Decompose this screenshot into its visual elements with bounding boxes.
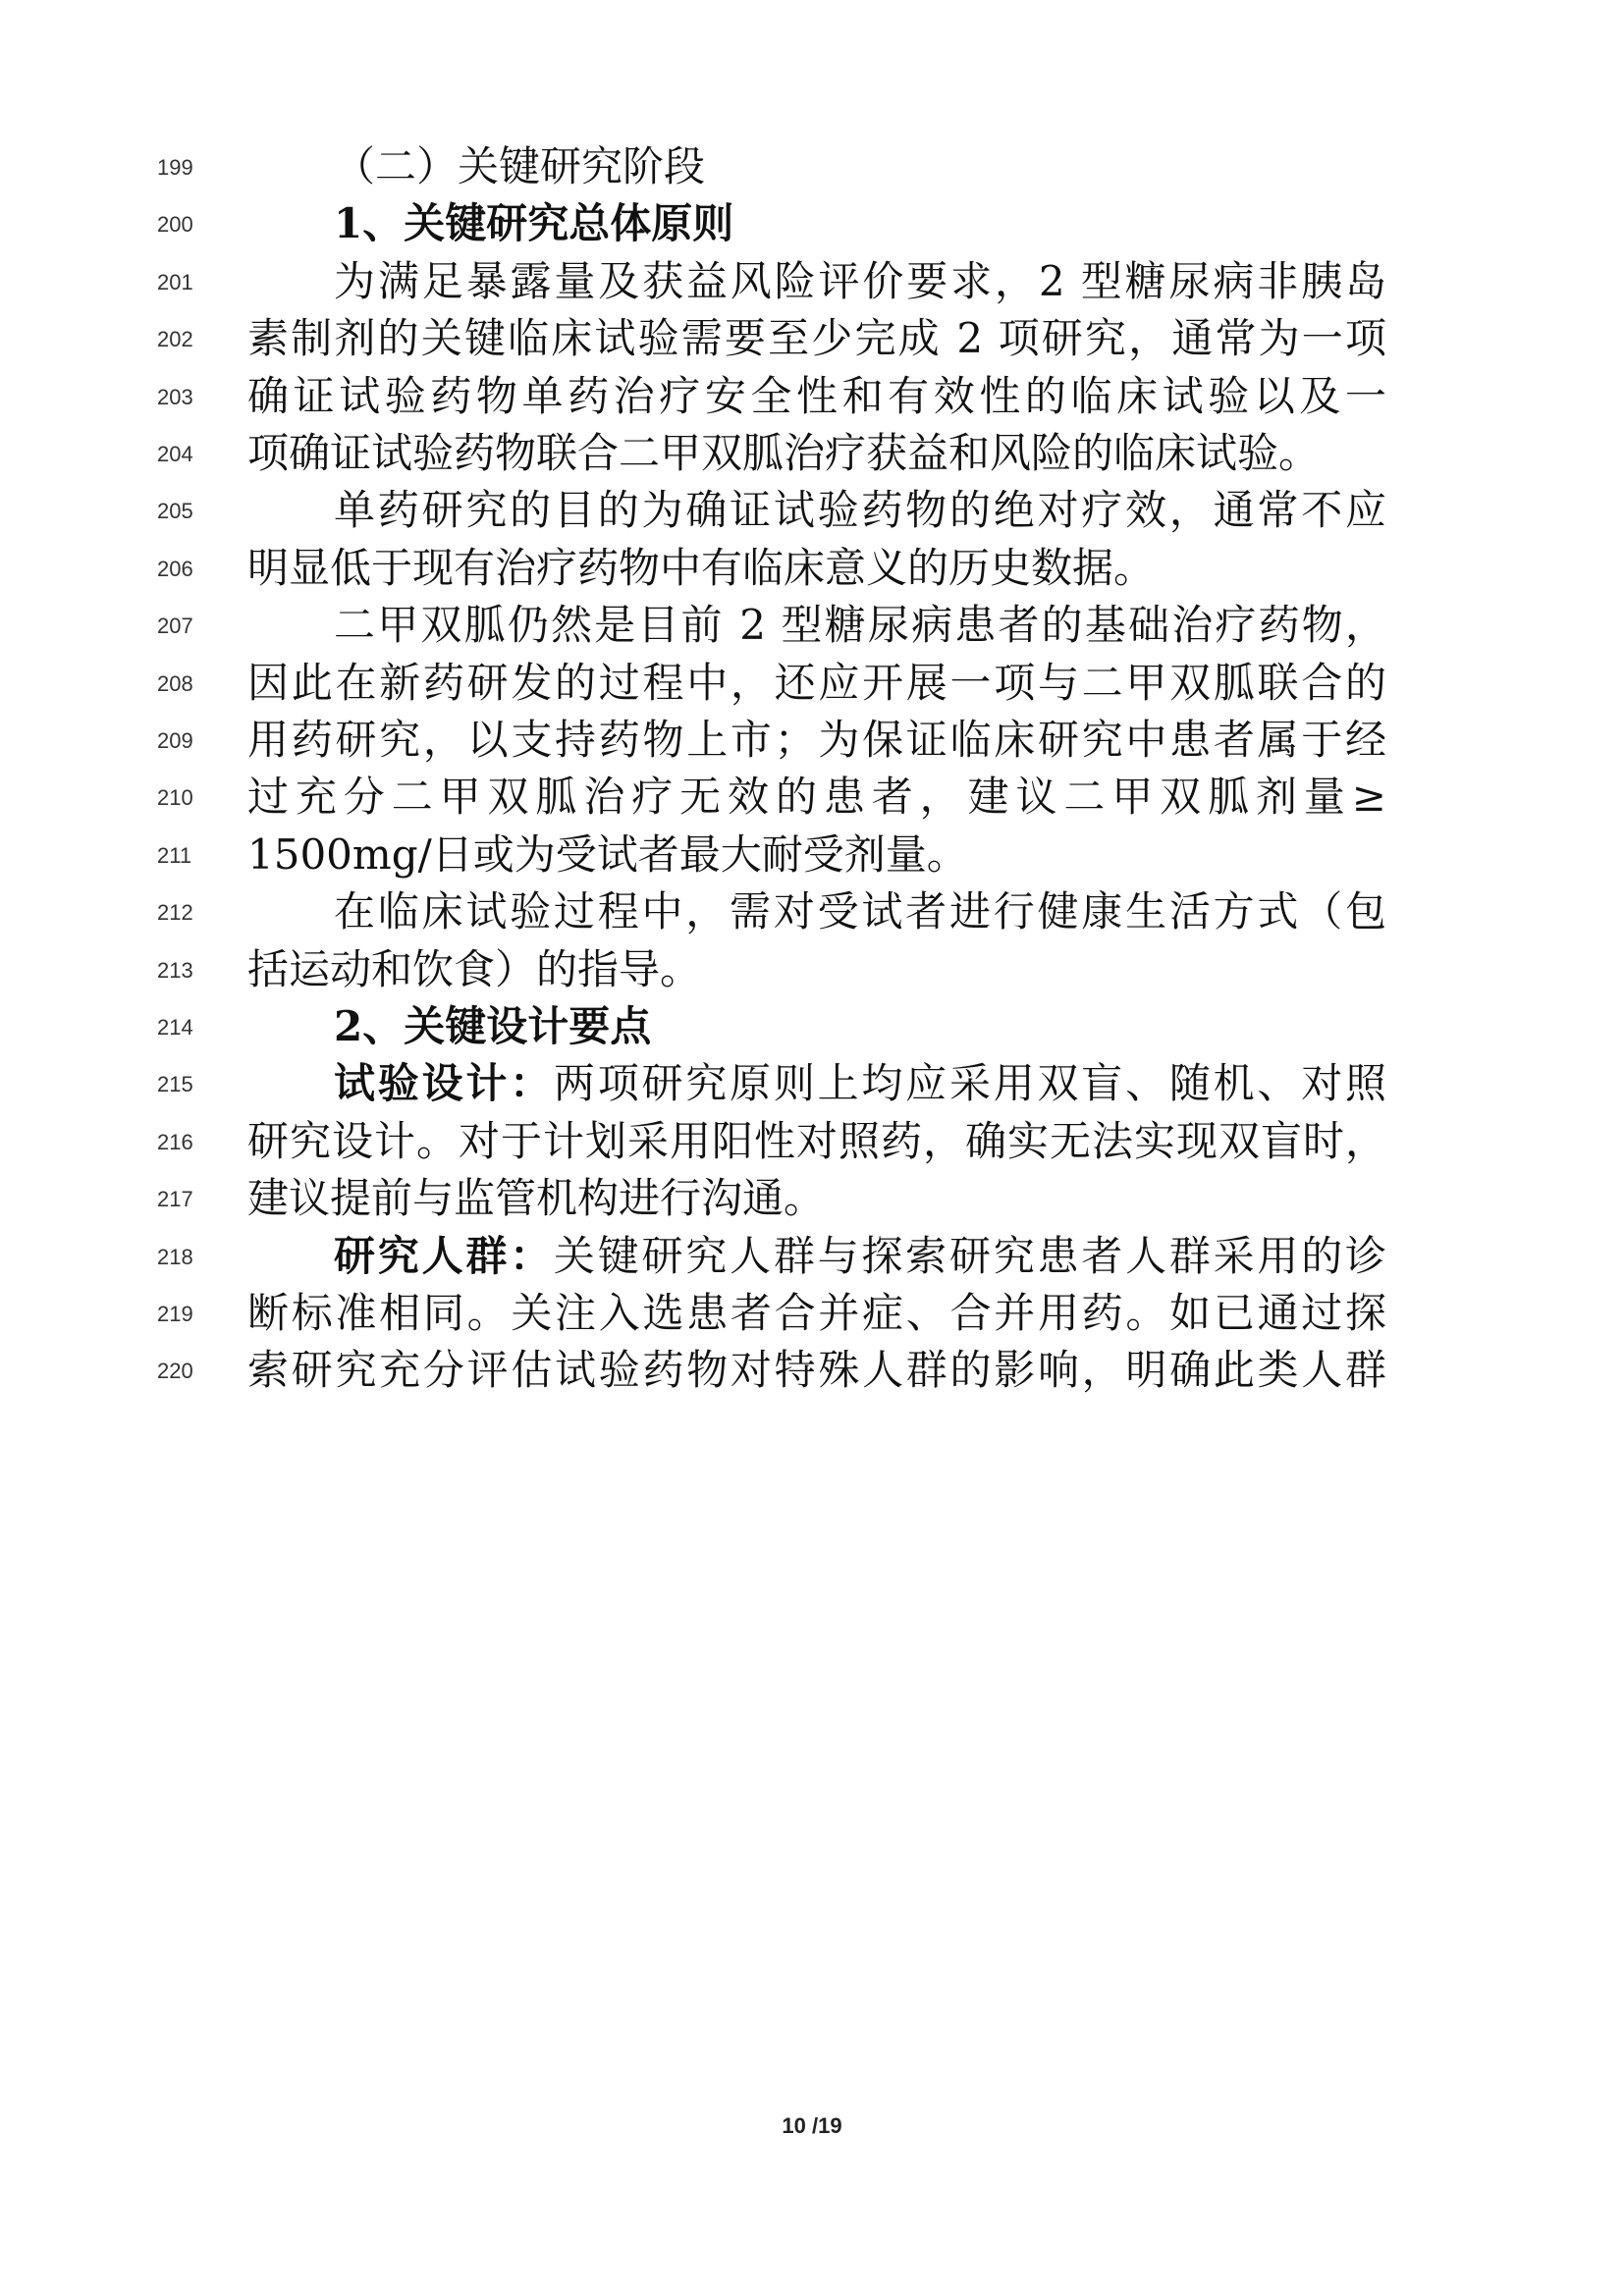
line-content: 1、关键研究总体原则: [334, 199, 734, 248]
line-number: 208: [157, 670, 193, 696]
line-content: 明显低于现有治疗药物中有临床意义的历史数据。: [247, 543, 1156, 592]
line-number: 213: [157, 957, 193, 983]
line-content: （二）关键研究阶段: [334, 142, 706, 190]
document-line: [0, 1052, 1624, 1115]
line-number: 217: [157, 1187, 193, 1212]
line-content: 断标准相同。关注入选患者合并症、合并用药。如已通过探: [247, 1289, 1386, 1337]
line-text: [334, 1056, 1386, 1111]
line-content: 过充分二甲双胍治疗无效的患者，建议二甲双胍剂量≥: [247, 773, 1386, 822]
document-line: [0, 250, 1624, 313]
line-text: [247, 311, 1386, 366]
line-text: [334, 254, 1386, 309]
line-text: [334, 196, 1386, 251]
document-line: [0, 422, 1624, 485]
line-number: 206: [157, 556, 193, 581]
line-content: 单药研究的目的为确证试验药物的绝对疗效，通常不应: [334, 486, 1386, 535]
line-content: 2、关键设计要点: [334, 1002, 652, 1050]
document-line: [0, 192, 1624, 255]
line-number: 212: [157, 900, 193, 926]
line-content: 索研究充分评估试验药物对特殊人群的影响，明确此类人群: [247, 1346, 1386, 1395]
line-number: 219: [157, 1302, 193, 1326]
document-line: [0, 1225, 1624, 1288]
line-content: 因此在新药研发的过程中，还应开展一项与二甲双胍联合的: [247, 658, 1386, 707]
line-number: 220: [157, 1359, 193, 1384]
line-text: [247, 369, 1386, 424]
document-line: [0, 594, 1624, 657]
document-line: [0, 1167, 1624, 1230]
document-line: [0, 1339, 1624, 1402]
document-line: [0, 652, 1624, 715]
document-line: [0, 135, 1624, 198]
line-text: [334, 1229, 1386, 1284]
line-text: [334, 139, 1386, 194]
line-text: [247, 1286, 1386, 1341]
line-text: [247, 426, 1386, 481]
line-content: 二甲双胍仍然是目前 2 型糖尿病患者的基础治疗药物，: [334, 601, 1386, 650]
line-number: 211: [157, 842, 192, 868]
line-text: [334, 884, 1386, 939]
line-content: 关键研究人群与探索研究患者人群采用的诊: [553, 1231, 1386, 1280]
line-number: 207: [157, 614, 193, 639]
line-text: [247, 1343, 1386, 1398]
line-content: 确证试验药物单药治疗安全性和有效性的临床试验以及一: [247, 371, 1386, 420]
document-line: [0, 766, 1624, 828]
line-content: 在临床试验过程中，需对受试者进行健康生活方式（包: [334, 887, 1386, 936]
line-number: 203: [157, 384, 193, 409]
line-number: 209: [157, 728, 193, 753]
line-content: 项确证试验药物联合二甲双胍治疗获益和风险的临床试验。: [247, 429, 1321, 477]
document-line: [0, 479, 1624, 542]
line-number: 216: [157, 1129, 193, 1154]
line-number: 202: [157, 327, 193, 352]
line-number: 205: [157, 499, 193, 524]
line-number: 200: [157, 212, 193, 238]
line-text: [334, 598, 1386, 653]
document-line: [0, 995, 1624, 1058]
line-text: [247, 713, 1386, 768]
page-number: 10 /19: [782, 2113, 842, 2138]
line-content: 用药研究，以支持药物上市；为保证临床研究中患者属于经: [247, 716, 1386, 764]
line-content: 素制剂的关键临床试验需要至少完成 2 项研究，通常为一项: [247, 314, 1386, 363]
document-line: [0, 881, 1624, 943]
document-line: [0, 307, 1624, 370]
line-text: [247, 1114, 1386, 1169]
line-text: [334, 483, 1386, 538]
document-line: [0, 365, 1624, 428]
line-content: 两项研究原则上均应采用双盲、随机、对照: [553, 1059, 1386, 1108]
line-number: 204: [157, 442, 193, 466]
document-line: [0, 1282, 1624, 1345]
document-line: [0, 709, 1624, 772]
line-text: [247, 541, 1386, 596]
line-number: 199: [157, 155, 193, 180]
line-number: 210: [157, 785, 193, 811]
line-text: [247, 656, 1386, 711]
line-content: 建议提前与监管机构进行沟通。: [247, 1174, 826, 1223]
document-line: [0, 1110, 1624, 1173]
line-text: [247, 942, 1386, 997]
line-number: 215: [157, 1072, 193, 1097]
inline-heading: 研究人群：: [334, 1231, 554, 1280]
line-number: 201: [157, 269, 193, 294]
line-content: 1500mg/日或为受试者最大耐受剂量。: [247, 829, 968, 879]
line-text: [247, 1171, 1386, 1226]
document-line: [0, 824, 1624, 886]
line-number: 218: [157, 1244, 193, 1269]
line-number: 214: [157, 1015, 193, 1040]
line-content: 研究设计。对于计划采用阳性对照药，确实无法实现双盲时，: [247, 1116, 1386, 1165]
inline-heading: 试验设计：: [334, 1059, 554, 1108]
line-text: [247, 828, 1386, 882]
line-content: 括运动和饮食）的指导。: [247, 944, 702, 993]
line-content: 为满足暴露量及获益风险评价要求，2 型糖尿病非胰岛: [334, 256, 1386, 305]
line-text: [334, 999, 1386, 1054]
document-line: [0, 938, 1624, 1001]
document-line: [0, 537, 1624, 600]
line-text: [247, 770, 1386, 825]
